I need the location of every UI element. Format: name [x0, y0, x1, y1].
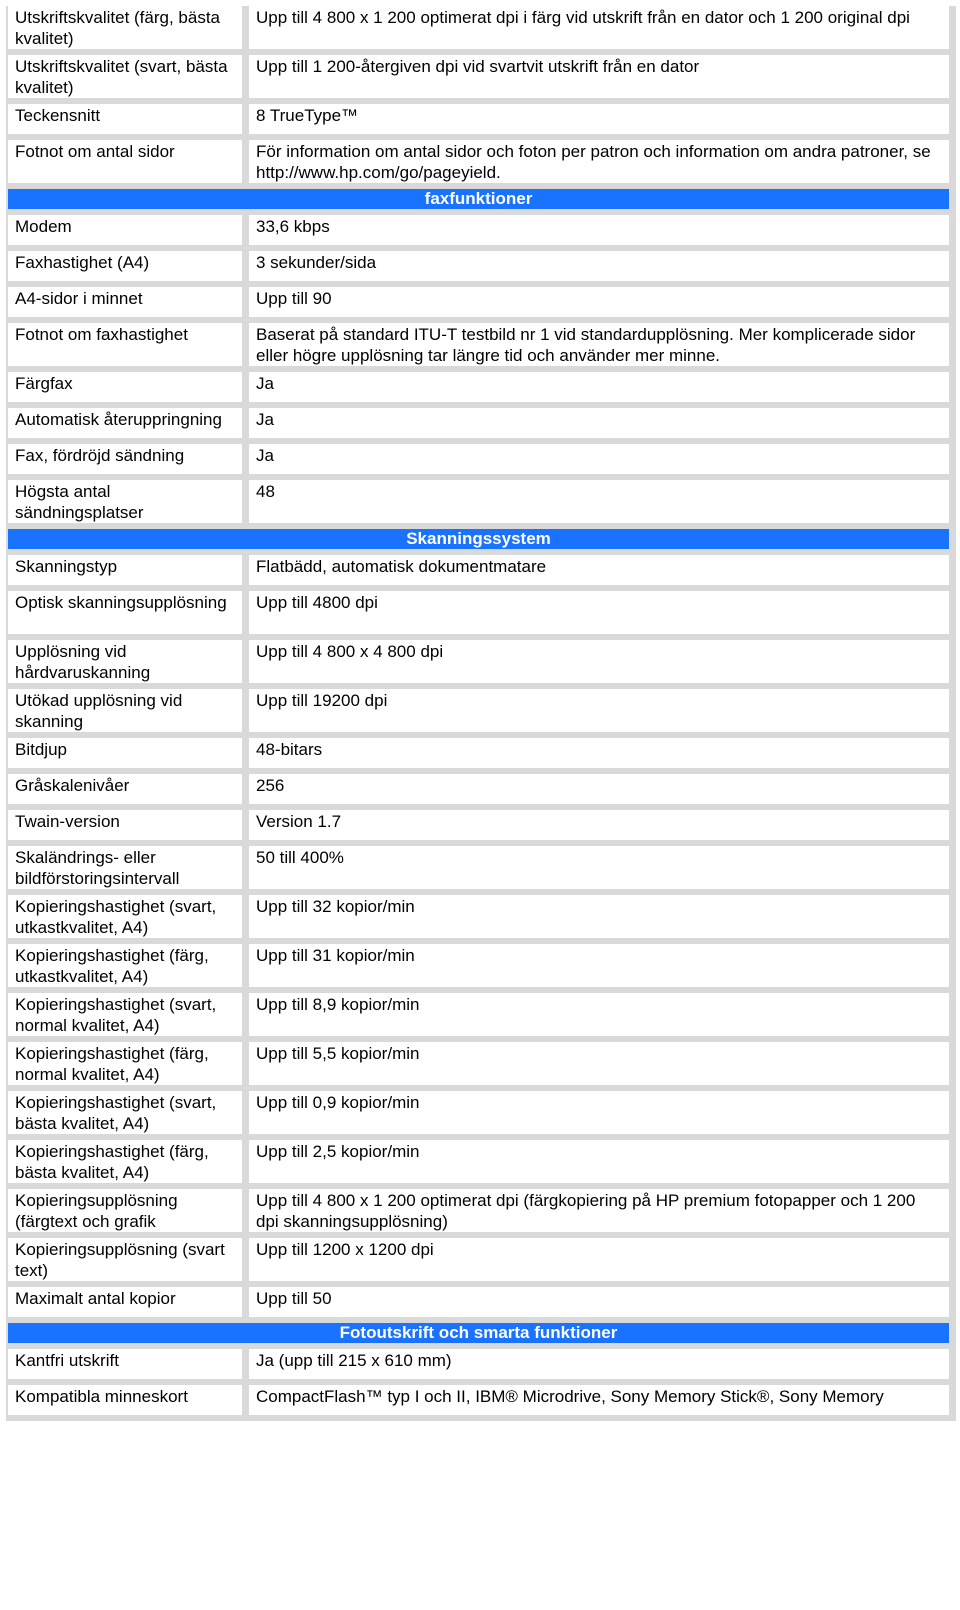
spec-label: Kopieringshastighet (färg, utkastkvalitet, A4)	[6, 944, 249, 993]
spec-value: CompactFlash™ typ I och II, IBM® Microdrive, Sony Memory Stick®, Sony Memory	[249, 1385, 956, 1421]
spec-value: Upp till 4 800 x 4 800 dpi	[249, 640, 956, 689]
spec-label: Upplösning vid hårdvaruskanning	[6, 640, 249, 689]
spec-label: Teckensnitt	[6, 104, 249, 140]
spec-row	[6, 372, 956, 408]
spec-value: Upp till 4 800 x 1 200 optimerat dpi (färgkopiering på HP premium fotopapper och 1 200 dpi skanningsupplösning)	[249, 1189, 956, 1238]
spec-row	[6, 1238, 956, 1287]
spec-value: Upp till 4800 dpi	[249, 591, 956, 640]
spec-label: Högsta antal sändningsplatser	[6, 480, 249, 529]
spec-row	[6, 810, 956, 846]
spec-label: Kopieringshastighet (svart, normal kvalitet, A4)	[6, 993, 249, 1042]
spec-row	[6, 104, 956, 140]
spec-label: Fotnot om faxhastighet	[6, 323, 249, 372]
spec-row	[6, 323, 956, 372]
section-header-scan	[6, 529, 956, 555]
spec-value: Baserat på standard ITU-T testbild nr 1 vid standardupplösning. Mer komplicerade sidor eller högre upplösning tar längre tid och använder mer minne.	[249, 323, 956, 372]
spec-value: Upp till 32 kopior/min	[249, 895, 956, 944]
spec-row	[6, 846, 956, 895]
spec-label: Kopieringshastighet (färg, normal kvalitet, A4)	[6, 1042, 249, 1091]
spec-row	[6, 1349, 956, 1385]
spec-row	[6, 140, 956, 189]
spec-label: Kopieringshastighet (färg, bästa kvalitet, A4)	[6, 1140, 249, 1189]
spec-row	[6, 895, 956, 944]
spec-label: Utskriftskvalitet (svart, bästa kvalitet)	[6, 55, 249, 104]
spec-value: Upp till 19200 dpi	[249, 689, 956, 738]
spec-row	[6, 287, 956, 323]
section-title: Fotoutskrift och smarta funktioner	[6, 1323, 956, 1349]
spec-label: A4-sidor i minnet	[6, 287, 249, 323]
spec-value: Upp till 90	[249, 287, 956, 323]
spec-value: Version 1.7	[249, 810, 956, 846]
spec-row	[6, 215, 956, 251]
spec-row	[6, 555, 956, 591]
spec-value: Ja (upp till 215 x 610 mm)	[249, 1349, 956, 1385]
spec-value: Ja	[249, 408, 956, 444]
spec-label: Skaländrings- eller bildförstoringsintervall	[6, 846, 249, 895]
spec-row	[6, 444, 956, 480]
spec-value: 48	[249, 480, 956, 529]
spec-row	[6, 1287, 956, 1323]
spec-value: Upp till 50	[249, 1287, 956, 1323]
spec-value: För information om antal sidor och foton per patron och information om andra patroner, se http://www.hp.com/go/pageyield.	[249, 140, 956, 189]
spec-value: Upp till 31 kopior/min	[249, 944, 956, 993]
spec-value: Ja	[249, 372, 956, 408]
spec-label: Faxhastighet (A4)	[6, 251, 249, 287]
spec-value: 48-bitars	[249, 738, 956, 774]
spec-row	[6, 993, 956, 1042]
spec-label: Optisk skanningsupplösning	[6, 591, 249, 640]
spec-label: Färgfax	[6, 372, 249, 408]
spec-value: Upp till 1 200-återgiven dpi vid svartvit utskrift från en dator	[249, 55, 956, 104]
spec-row	[6, 251, 956, 287]
spec-label: Kantfri utskrift	[6, 1349, 249, 1385]
spec-row	[6, 1189, 956, 1238]
spec-label: Skanningstyp	[6, 555, 249, 591]
spec-value: 8 TrueType™	[249, 104, 956, 140]
spec-label: Kopieringsupplösning (färgtext och grafik	[6, 1189, 249, 1238]
spec-row	[6, 944, 956, 993]
spec-row	[6, 640, 956, 689]
spec-row	[6, 1140, 956, 1189]
spec-row	[6, 55, 956, 104]
spec-value: 50 till 400%	[249, 846, 956, 895]
spec-value: Upp till 5,5 kopior/min	[249, 1042, 956, 1091]
spec-value: Flatbädd, automatisk dokumentmatare	[249, 555, 956, 591]
spec-label: Automatisk återuppringning	[6, 408, 249, 444]
spec-value: Upp till 0,9 kopior/min	[249, 1091, 956, 1140]
spec-row	[6, 408, 956, 444]
spec-label: Gråskalenivåer	[6, 774, 249, 810]
spec-value: Upp till 1200 x 1200 dpi	[249, 1238, 956, 1287]
section-header-photo	[6, 1323, 956, 1349]
spec-row	[6, 738, 956, 774]
spec-row	[6, 1091, 956, 1140]
spec-value: Upp till 2,5 kopior/min	[249, 1140, 956, 1189]
spec-value: 3 sekunder/sida	[249, 251, 956, 287]
spec-label: Fotnot om antal sidor	[6, 140, 249, 189]
spec-label: Fax, fördröjd sändning	[6, 444, 249, 480]
spec-row	[6, 689, 956, 738]
spec-label: Modem	[6, 215, 249, 251]
spec-label: Kopieringshastighet (svart, bästa kvalitet, A4)	[6, 1091, 249, 1140]
spec-value: Upp till 4 800 x 1 200 optimerat dpi i färg vid utskrift från en dator och 1 200 original dpi	[249, 6, 956, 55]
spec-label: Maximalt antal kopior	[6, 1287, 249, 1323]
spec-row	[6, 591, 956, 640]
spec-row	[6, 1385, 956, 1421]
section-title: Skanningssystem	[6, 529, 956, 555]
spec-value: Upp till 8,9 kopior/min	[249, 993, 956, 1042]
section-title: faxfunktioner	[6, 189, 956, 215]
spec-label: Kopieringshastighet (svart, utkastkvalitet, A4)	[6, 895, 249, 944]
spec-label: Kompatibla minneskort	[6, 1385, 249, 1421]
spec-value: 256	[249, 774, 956, 810]
spec-label: Twain-version	[6, 810, 249, 846]
spec-table	[6, 6, 956, 1421]
spec-row	[6, 1042, 956, 1091]
spec-row	[6, 6, 956, 55]
spec-value: 33,6 kbps	[249, 215, 956, 251]
spec-label: Bitdjup	[6, 738, 249, 774]
spec-label: Utskriftskvalitet (färg, bästa kvalitet)	[6, 6, 249, 55]
spec-row	[6, 480, 956, 529]
spec-row	[6, 774, 956, 810]
section-header-fax	[6, 189, 956, 215]
spec-value: Ja	[249, 444, 956, 480]
spec-label: Utökad upplösning vid skanning	[6, 689, 249, 738]
spec-label: Kopieringsupplösning (svart text)	[6, 1238, 249, 1287]
